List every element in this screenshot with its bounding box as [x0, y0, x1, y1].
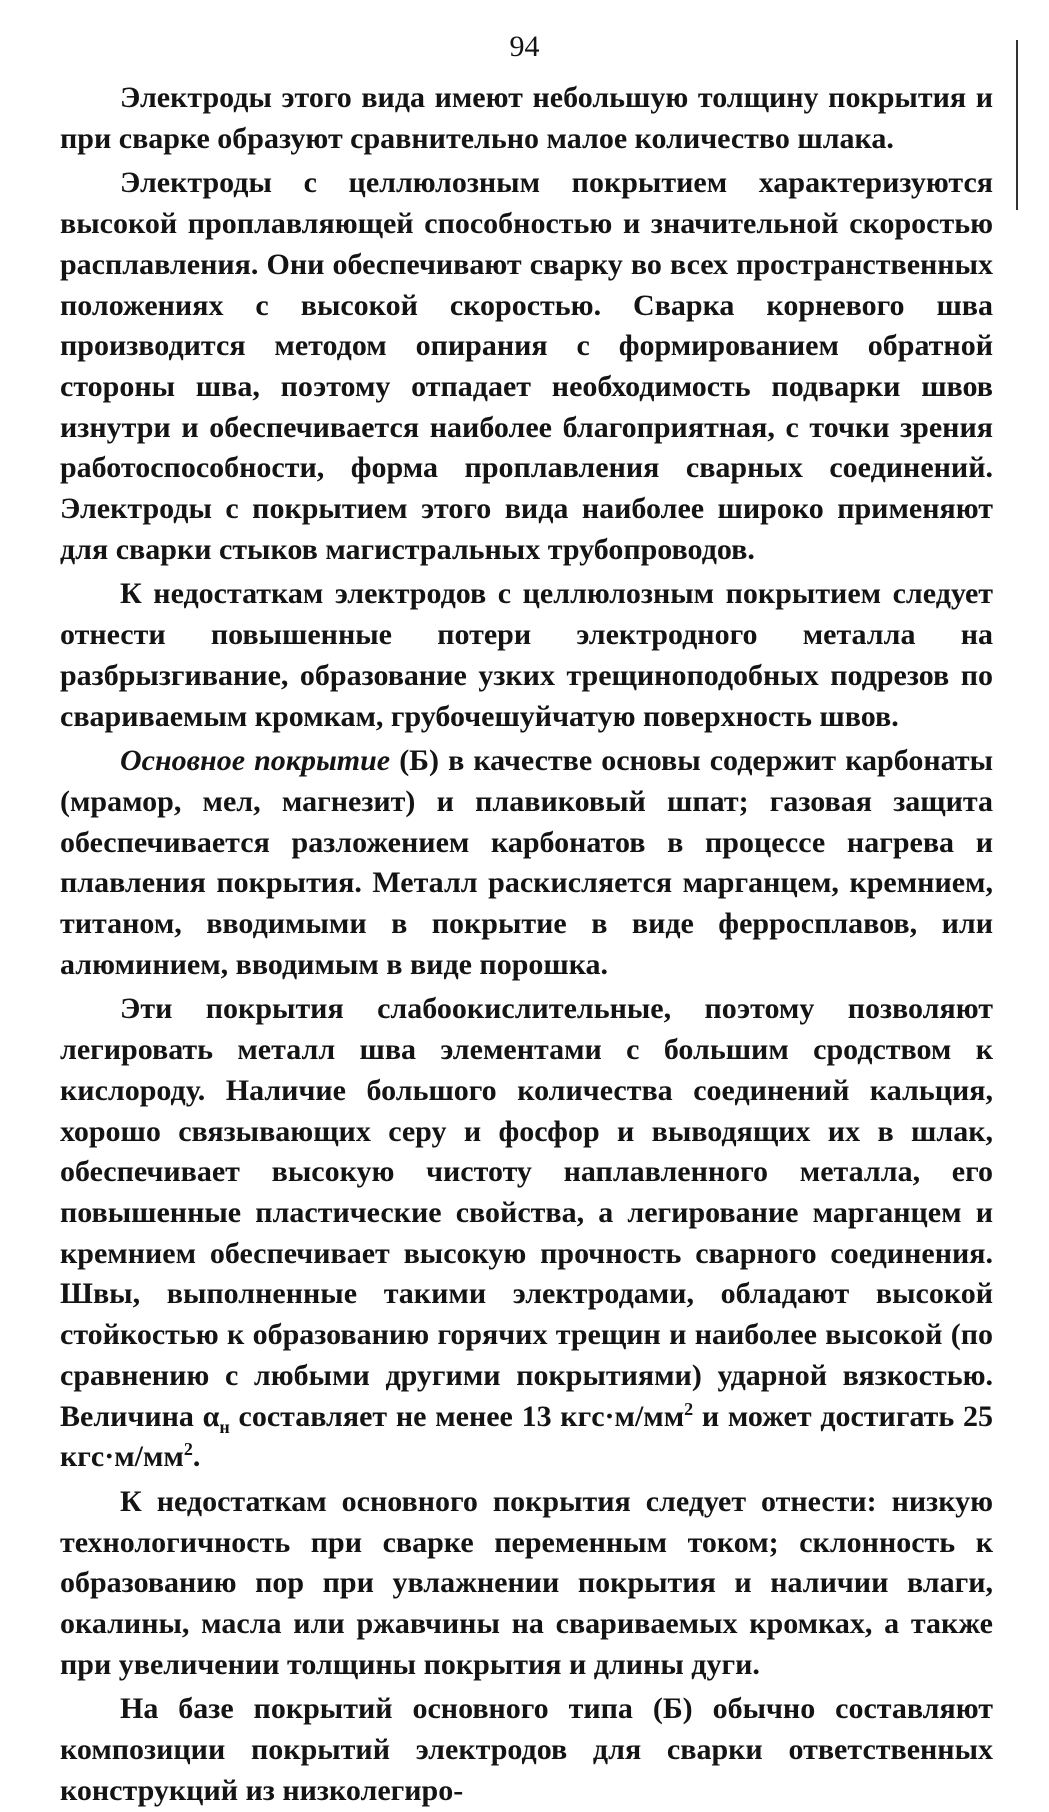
term-basic-coating: Основное покрытие	[120, 744, 391, 778]
paragraph-5-text-3: и может достигать 25 кгс·м/мм	[60, 1399, 993, 1474]
paragraph-4-text: (Б) в качестве основы содержит карбонаты (мрамор, мел, магнезит) и плавиковый шпат; газовая защита обеспечивается разложением карбонатов в процессе нагрева и плавления покрытия. Металл раскисляется марганцем, кремнием, титаном, вводимыми в покрытие в виде ферросплавов, или алюминием, вводимым в виде порошка.	[60, 744, 993, 981]
paragraph-1: Электроды этого вида имеют небольшую толщину покрытия и при сварке образуют сравнительно малое количество шлака.	[60, 81, 993, 155]
paragraph-5-text-2: составляет не менее 13 кгс·м/мм	[229, 1399, 685, 1433]
page-number: 94	[509, 30, 540, 63]
superscript-2: 2	[183, 1439, 193, 1460]
paragraph-4	[60, 741, 993, 985]
alpha-symbol: $\alpha_н$	[202, 1399, 230, 1437]
paragraph-3: К недостаткам электродов с целлюлозным покрытием следует отнести повышенные потери электродного металла на разбрызгивание, образование узких трещиноподобных подрезов по свариваемым кромкам, грубочешуйчатую поверхность швов.	[60, 577, 993, 733]
superscript-1: 2	[684, 1398, 694, 1419]
scan-edge-line	[1016, 40, 1018, 210]
paragraph-7: На базе покрытий основного типа (Б) обычно составляют композиции покрытий электродов для сварки ответственных конструкций из низколегиро-	[60, 1692, 993, 1807]
paragraph-5	[60, 989, 993, 1477]
paragraph-5-text-4: .	[192, 1440, 201, 1474]
paragraph-6: К недостаткам основного покрытия следует отнести: низкую технологичность при сварке переменным током; склонность к образованию пор при увлажнении покрытия и наличии влаги, окалины, масла или ржавчины на свариваемых кромках, а также при увеличении толщины покрытия и длины дуги.	[60, 1484, 993, 1681]
paragraph-5-text: Эти покрытия слабоокислительные, поэтому позволяют легировать металл шва элементами с большим сродством к кислороду. Наличие большого количества соединений кальция, хорошо связывающих серу и фосфор и выводящих их в шлак, обеспечивает высокую чистоту наплавленного металла, его повышенные пластические свойства, а легирование марганцем и кремнием обеспечивает высокую прочность сварного соединения. Швы, выполненные такими электродами, обладают высокой стойкостью к образованию горячих трещин и наиболее высокой (по сравнению с любыми другими покрытиями) ударной вязкостью. Величина	[60, 992, 993, 1433]
paragraph-2: Электроды с целлюлозным покрытием характеризуются высокой проплавляющей способностью и значительной скоростью расплавления. Они обеспечивают сварку во всех пространственных положениях с высокой скоростью. Сварка корневого шва производится методом опирания с формированием обратной стороны шва, поэтому отпадает необходимость подварки швов изнутри и обеспечивается наиболее благоприятная, с точки зрения работоспособности, форма проплавления сварных соединений. Электроды с покрытием этого вида наиболее широко применяют для сварки стыков магистральных трубопроводов.	[60, 166, 993, 566]
body-text	[60, 78, 993, 1812]
